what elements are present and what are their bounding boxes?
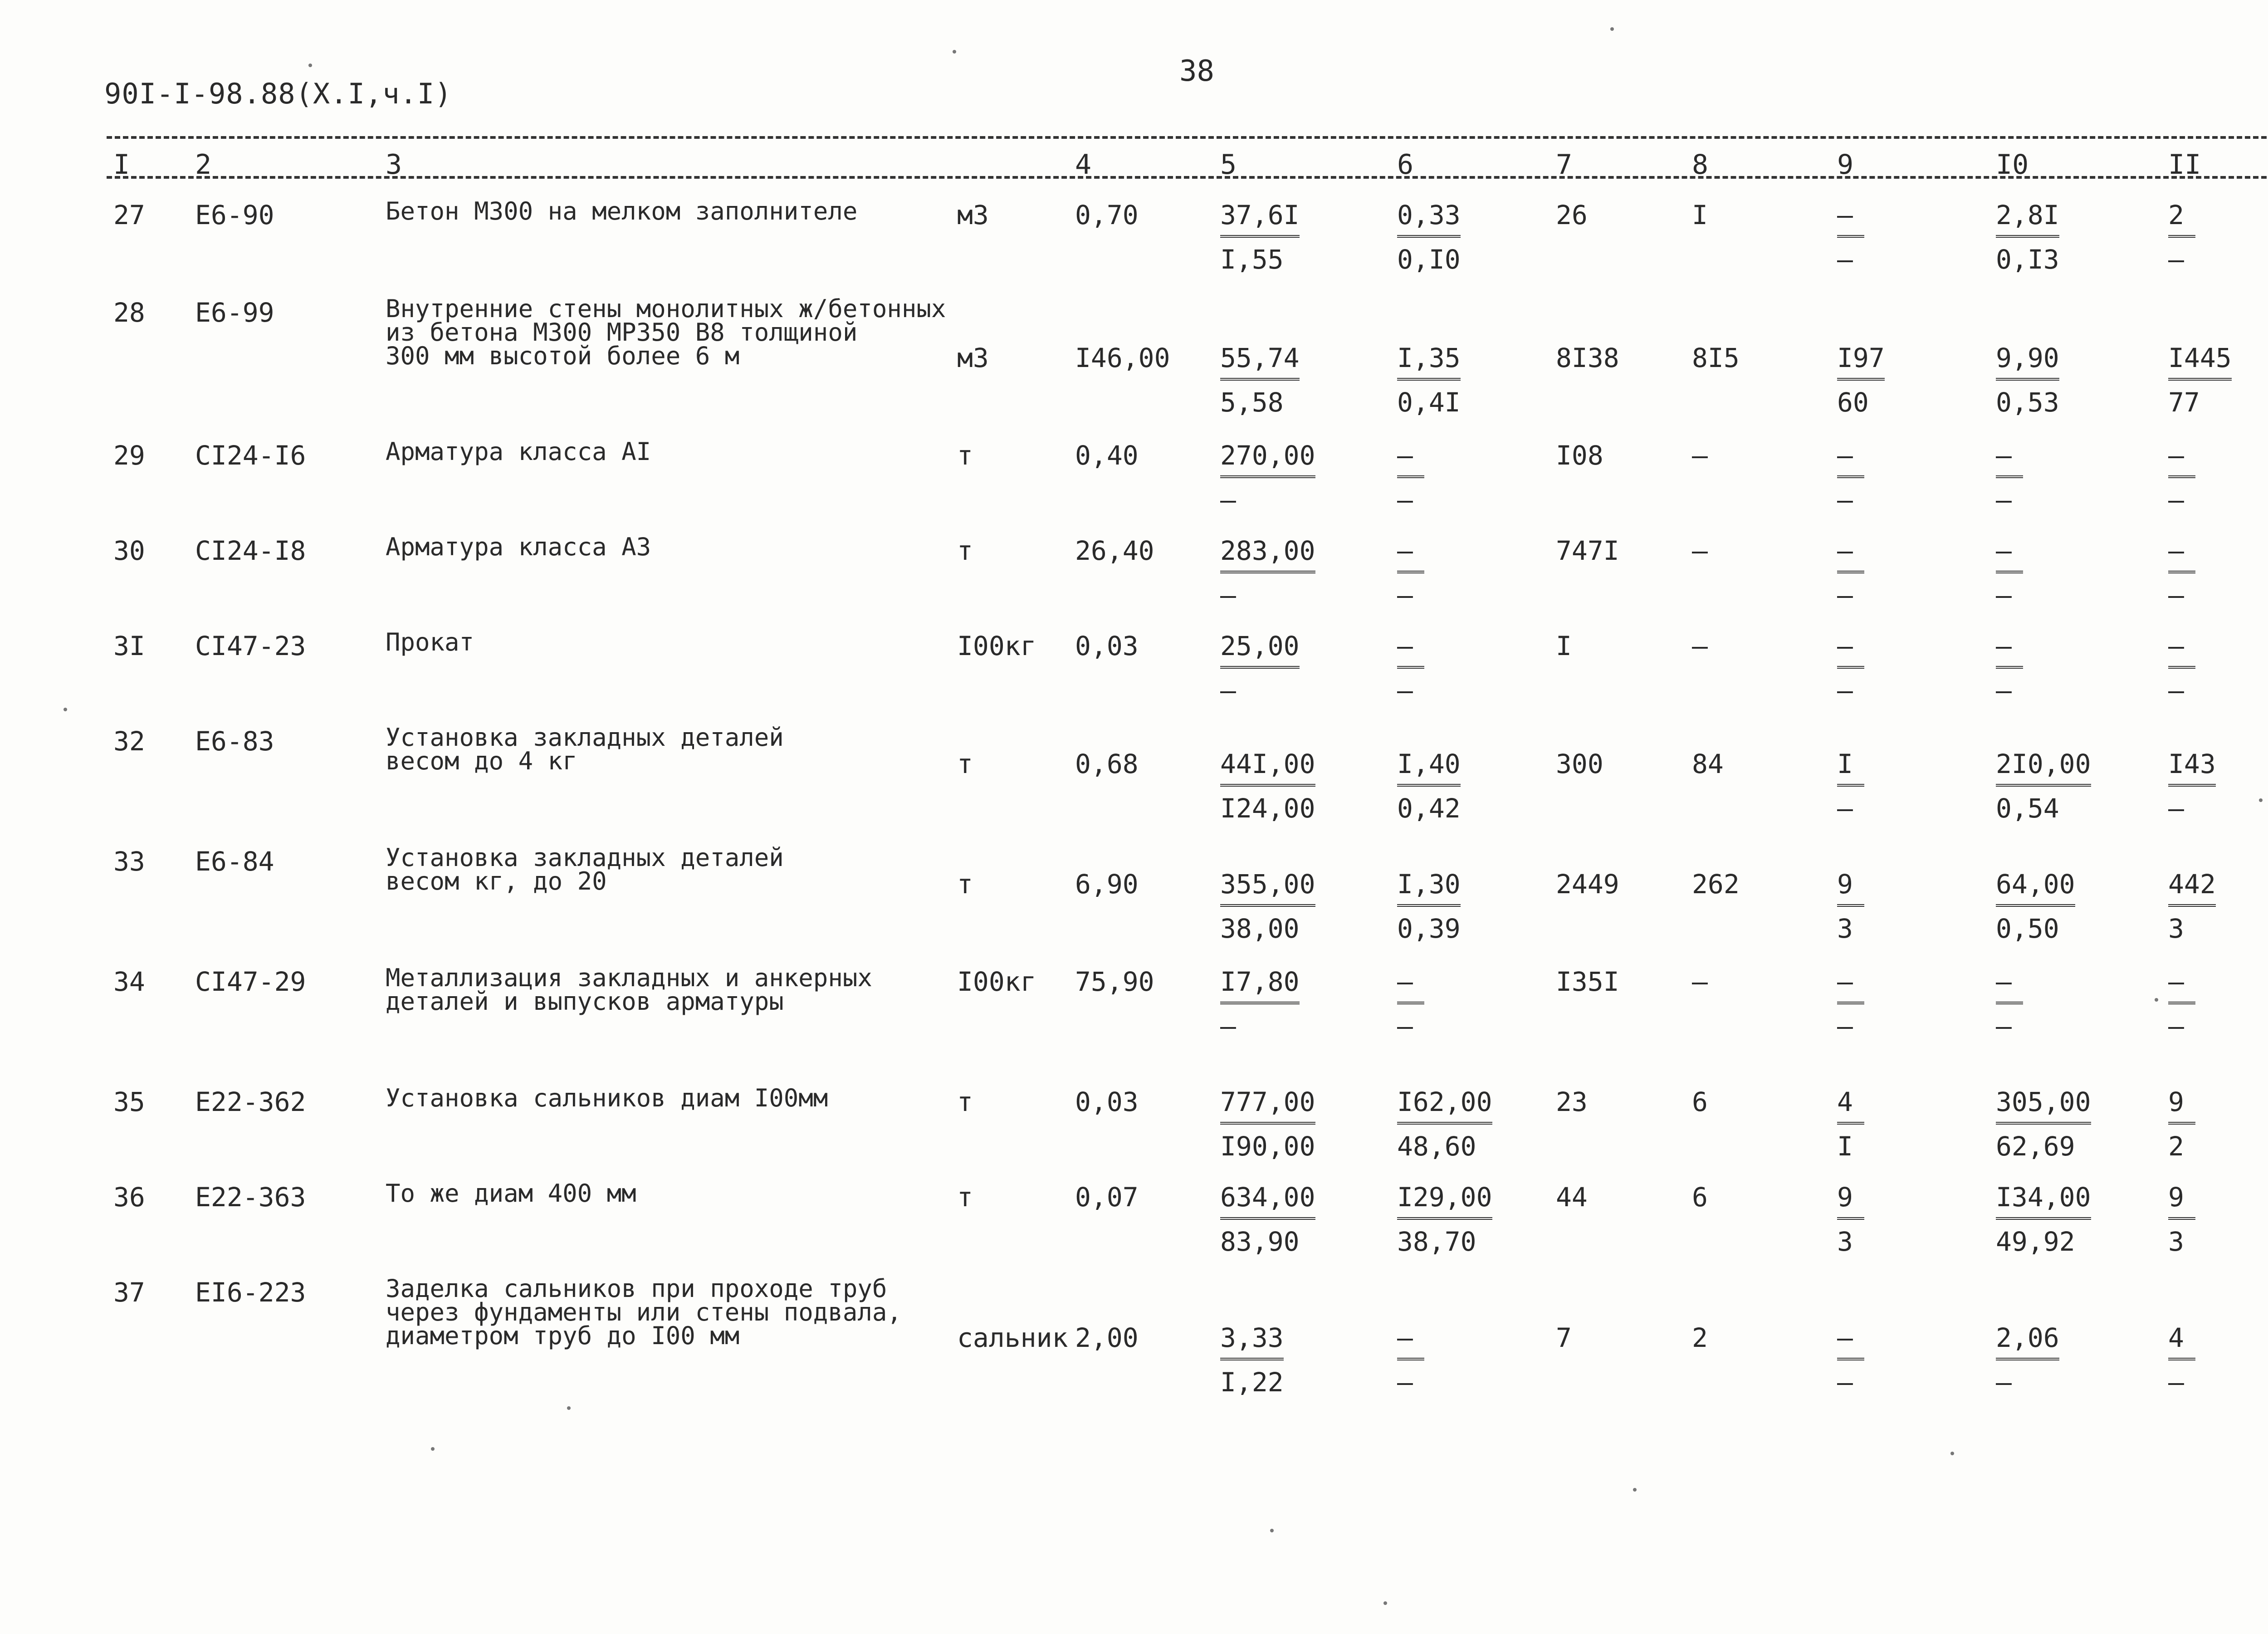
col-7-value: I35I	[1556, 966, 1619, 997]
fraction-numerator: I	[1837, 749, 1864, 787]
fraction-denominator: 2	[2168, 1131, 2184, 1162]
quantity: 75,90	[1075, 966, 1154, 997]
fraction-numerator: –	[2168, 535, 2195, 573]
fraction-c9	[1837, 1322, 1864, 1398]
fraction-numerator: –	[1837, 200, 1864, 238]
fraction-numerator: 2I0,00	[1996, 749, 2091, 787]
col-7-value: 8I38	[1556, 342, 1619, 373]
fraction-c11	[2168, 749, 2216, 824]
fraction-denominator: 38,70	[1397, 1226, 1476, 1257]
col-7-value: I08	[1556, 440, 1603, 471]
fraction-c9	[1837, 1086, 1864, 1162]
fraction-denominator: –	[1837, 484, 1853, 515]
fraction-numerator: 3,33	[1220, 1322, 1284, 1360]
fraction-denominator: –	[1220, 580, 1236, 611]
quantity: 0,03	[1075, 1086, 1139, 1117]
fraction-numerator: I43	[2168, 749, 2216, 787]
fraction-numerator: –	[1837, 440, 1864, 478]
fraction-denominator: 77	[2168, 387, 2200, 418]
document-code: 90I-I-98.88(X.I,ч.I)	[104, 77, 452, 110]
fraction-c5	[1220, 440, 1315, 515]
fraction-c5	[1220, 1322, 1284, 1398]
unit: м3	[957, 200, 989, 230]
fraction-c6	[1397, 869, 1461, 944]
fraction-numerator: –	[2168, 440, 2195, 478]
fraction-c9	[1837, 200, 1864, 275]
fraction-denominator: –	[1220, 1011, 1236, 1042]
fraction-denominator: –	[1837, 675, 1853, 706]
column-header-2: 2	[195, 149, 212, 181]
col-7-value: 26	[1556, 200, 1588, 230]
fraction-numerator: –	[1397, 535, 1424, 573]
column-header-7: 7	[1556, 149, 1573, 181]
fraction-denominator: 0,I0	[1397, 244, 1461, 275]
row-number: 27	[113, 200, 145, 230]
fraction-numerator: 9,90	[1996, 342, 2059, 381]
fraction-denominator: –	[2168, 580, 2184, 611]
fraction-denominator: 0,42	[1397, 793, 1461, 824]
column-header-4: 4	[1075, 149, 1092, 181]
fraction-c11	[2168, 631, 2195, 706]
fraction-denominator: 62,69	[1996, 1131, 2075, 1162]
fraction-c10	[1996, 1182, 2091, 1257]
fraction-denominator: –	[1996, 484, 2012, 515]
fraction-c6	[1397, 631, 1424, 706]
fraction-denominator: –	[1397, 675, 1413, 706]
fraction-denominator: I	[1837, 1131, 1853, 1162]
fraction-c6	[1397, 1086, 1492, 1162]
fraction-numerator: 270,00	[1220, 440, 1315, 478]
rate-code: Е6-84	[195, 846, 274, 877]
rate-code: Е22-363	[195, 1182, 306, 1213]
fraction-c10	[1996, 869, 2075, 944]
fraction-denominator: 0,53	[1996, 387, 2059, 418]
fraction-denominator: I,22	[1220, 1367, 1284, 1398]
fraction-numerator: I34,00	[1996, 1182, 2091, 1220]
fraction-numerator: 777,00	[1220, 1086, 1315, 1125]
col-8-value: –	[1692, 440, 1708, 471]
fraction-c6	[1397, 440, 1424, 515]
rate-code: Е6-83	[195, 726, 274, 757]
fraction-numerator: 4	[1837, 1086, 1864, 1125]
rate-code: СI24-I8	[195, 535, 306, 566]
work-description: Бетон М300 на мелком заполнителе	[386, 197, 858, 225]
unit: т	[957, 1086, 973, 1117]
fraction-numerator: I29,00	[1397, 1182, 1492, 1220]
fraction-denominator: –	[1837, 244, 1853, 275]
fraction-c6	[1397, 749, 1461, 824]
fraction-denominator: –	[1996, 1367, 2012, 1398]
fraction-c5	[1220, 342, 1300, 418]
fraction-c9	[1837, 535, 1864, 611]
fraction-c10	[1996, 631, 2023, 706]
fraction-denominator: –	[1397, 1011, 1413, 1042]
unit: т	[957, 869, 973, 900]
fraction-denominator: –	[2168, 484, 2184, 515]
fraction-c6	[1397, 1182, 1492, 1257]
fraction-numerator: –	[1996, 966, 2023, 1004]
row-number: 33	[113, 846, 145, 877]
fraction-denominator: –	[1837, 793, 1853, 824]
fraction-numerator: I,35	[1397, 342, 1461, 381]
fraction-numerator: 44I,00	[1220, 749, 1315, 787]
column-header-1: I	[113, 149, 130, 181]
fraction-denominator: I,55	[1220, 244, 1284, 275]
fraction-numerator: I97	[1837, 342, 1885, 381]
unit: I00кг	[957, 631, 1036, 661]
col-7-value: 747I	[1556, 535, 1619, 566]
fraction-numerator: 37,6I	[1220, 200, 1300, 238]
fraction-denominator: –	[1220, 484, 1236, 515]
quantity: 0,07	[1075, 1182, 1139, 1213]
fraction-c11	[2168, 1086, 2195, 1162]
fraction-denominator: –	[2168, 1011, 2184, 1042]
fraction-numerator: –	[1996, 631, 2023, 669]
fraction-denominator: –	[1996, 1011, 2012, 1042]
fraction-denominator: –	[1996, 580, 2012, 611]
fraction-c9	[1837, 1182, 1864, 1257]
fraction-c6	[1397, 535, 1424, 611]
fraction-c6	[1397, 1322, 1424, 1398]
unit: т	[957, 440, 973, 471]
fraction-numerator: 2	[2168, 200, 2195, 238]
fraction-c5	[1220, 200, 1300, 275]
column-header-9: 9	[1837, 149, 1854, 181]
fraction-numerator: –	[1996, 535, 2023, 573]
fraction-denominator: –	[2168, 1367, 2184, 1398]
fraction-c9	[1837, 966, 1864, 1042]
fraction-c5	[1220, 966, 1300, 1042]
unit: I00кг	[957, 966, 1036, 997]
fraction-denominator: 3	[2168, 913, 2184, 944]
row-number: 37	[113, 1277, 145, 1308]
column-header-3: 3	[386, 149, 402, 181]
fraction-denominator: 0,54	[1996, 793, 2059, 824]
work-description: Прокат	[386, 628, 474, 656]
col-8-value: 6	[1692, 1086, 1708, 1117]
row-number: 36	[113, 1182, 145, 1213]
fraction-c6	[1397, 200, 1461, 275]
quantity: 0,40	[1075, 440, 1139, 471]
column-header-5: 5	[1220, 149, 1237, 181]
work-description: Арматура класса АI	[386, 437, 651, 466]
fraction-denominator: –	[1397, 1367, 1413, 1398]
rate-code: СI47-29	[195, 966, 306, 997]
work-description: Металлизация закладных и анкерных деталей и выпусков арматуры	[386, 964, 872, 1016]
rate-code: Е6-99	[195, 297, 274, 328]
col-8-value: –	[1692, 966, 1708, 997]
row-number: 28	[113, 297, 145, 328]
unit: т	[957, 1182, 973, 1213]
unit: т	[957, 535, 973, 566]
column-header-11: II	[2168, 149, 2201, 181]
fraction-numerator: I,40	[1397, 749, 1461, 787]
col-7-value: 7	[1556, 1322, 1572, 1353]
fraction-c10	[1996, 1322, 2059, 1398]
fraction-numerator: 305,00	[1996, 1086, 2091, 1125]
col-8-value: 6	[1692, 1182, 1708, 1213]
fraction-c5	[1220, 631, 1300, 706]
fraction-numerator: –	[2168, 966, 2195, 1004]
col-8-value: 2	[1692, 1322, 1708, 1353]
fraction-numerator: 55,74	[1220, 342, 1300, 381]
fraction-numerator: 9	[2168, 1086, 2195, 1125]
col-7-value: 2449	[1556, 869, 1619, 900]
unit: сальник	[957, 1322, 1068, 1353]
fraction-denominator: –	[2168, 793, 2184, 824]
quantity: 2,00	[1075, 1322, 1139, 1353]
row-number: 35	[113, 1086, 145, 1117]
column-header-8: 8	[1692, 149, 1709, 181]
fraction-c10	[1996, 535, 2023, 611]
fraction-c5	[1220, 749, 1315, 824]
row-number: 3I	[113, 631, 145, 661]
fraction-c11	[2168, 869, 2216, 944]
fraction-numerator: I62,00	[1397, 1086, 1492, 1125]
fraction-numerator: 2,8I	[1996, 200, 2059, 238]
fraction-numerator: –	[2168, 631, 2195, 669]
fraction-c5	[1220, 1086, 1315, 1162]
fraction-c10	[1996, 1086, 2091, 1162]
work-description: Внутренние стены монолитных ж/бетонных из бетона М300 МР350 В8 толщиной 300 мм высотой более 6 м	[386, 294, 946, 370]
fraction-numerator: 283,00	[1220, 535, 1315, 573]
fraction-c9	[1837, 631, 1864, 706]
fraction-numerator: –	[1837, 631, 1864, 669]
quantity: 0,70	[1075, 200, 1139, 230]
fraction-denominator: –	[1837, 1367, 1853, 1398]
fraction-c5	[1220, 869, 1315, 944]
col-7-value: 23	[1556, 1086, 1588, 1117]
row-number: 32	[113, 726, 145, 757]
quantity: 0,68	[1075, 749, 1139, 779]
rate-code: Е22-362	[195, 1086, 306, 1117]
fraction-denominator: I90,00	[1220, 1131, 1315, 1162]
unit: м3	[957, 342, 989, 373]
header-bottom-rule	[107, 176, 2268, 179]
fraction-numerator: 2,06	[1996, 1322, 2059, 1360]
fraction-c9	[1837, 749, 1864, 824]
fraction-denominator: 5,58	[1220, 387, 1284, 418]
fraction-numerator: –	[1397, 631, 1424, 669]
quantity: 0,03	[1075, 631, 1139, 661]
rate-code: Е6-90	[195, 200, 274, 230]
fraction-denominator: –	[1397, 484, 1413, 515]
fraction-numerator: –	[1837, 535, 1864, 573]
fraction-c10	[1996, 200, 2059, 275]
quantity: 6,90	[1075, 869, 1139, 900]
fraction-numerator: 442	[2168, 869, 2216, 907]
fraction-c11	[2168, 1182, 2195, 1257]
fraction-numerator: 634,00	[1220, 1182, 1315, 1220]
col-7-value: 300	[1556, 749, 1603, 779]
fraction-denominator: –	[2168, 675, 2184, 706]
rate-code: ЕI6-223	[195, 1277, 306, 1308]
column-header-6: 6	[1397, 149, 1414, 181]
fraction-numerator: 64,00	[1996, 869, 2075, 907]
fraction-denominator: –	[1996, 675, 2012, 706]
unit: т	[957, 749, 973, 779]
fraction-numerator: 25,00	[1220, 631, 1300, 669]
fraction-c5	[1220, 1182, 1315, 1257]
fraction-c11	[2168, 966, 2195, 1042]
col-8-value: –	[1692, 631, 1708, 661]
work-description: То же диам 400 мм	[386, 1179, 636, 1208]
fraction-numerator: –	[1837, 966, 1864, 1004]
fraction-denominator: 0,I3	[1996, 244, 2059, 275]
fraction-c6	[1397, 342, 1461, 418]
fraction-denominator: I24,00	[1220, 793, 1315, 824]
work-description: Заделка сальников при проходе труб через фундаменты или стены подвала, диаметром труб до I00 мм	[386, 1274, 902, 1350]
column-header-10: I0	[1996, 149, 2029, 181]
fraction-numerator: –	[1397, 440, 1424, 478]
col-8-value: –	[1692, 535, 1708, 566]
fraction-numerator: –	[1837, 1322, 1864, 1360]
work-description: Установка сальников диам I00мм	[386, 1084, 828, 1112]
fraction-numerator: I7,80	[1220, 966, 1300, 1004]
fraction-c11	[2168, 200, 2195, 275]
fraction-denominator: 0,4I	[1397, 387, 1461, 418]
fraction-denominator: 60	[1837, 387, 1869, 418]
fraction-denominator: –	[2168, 244, 2184, 275]
fraction-denominator: 49,92	[1996, 1226, 2075, 1257]
fraction-c9	[1837, 342, 1885, 418]
fraction-c6	[1397, 966, 1424, 1042]
row-number: 29	[113, 440, 145, 471]
rate-code: СI47-23	[195, 631, 306, 661]
quantity: 26,40	[1075, 535, 1154, 566]
fraction-numerator: I445	[2168, 342, 2232, 381]
work-description: Установка закладных деталей весом до 4 кг	[386, 723, 784, 775]
fraction-c11	[2168, 440, 2195, 515]
fraction-numerator: –	[1397, 966, 1424, 1004]
col-8-value: 262	[1692, 869, 1740, 900]
fraction-denominator: –	[1837, 1011, 1853, 1042]
header-top-rule	[107, 136, 2268, 139]
fraction-c5	[1220, 535, 1315, 611]
fraction-c9	[1837, 440, 1864, 515]
fraction-c10	[1996, 342, 2059, 418]
fraction-numerator: 9	[1837, 869, 1864, 907]
col-8-value: 8I5	[1692, 342, 1740, 373]
fraction-numerator: –	[1996, 440, 2023, 478]
fraction-denominator: –	[1837, 580, 1853, 611]
fraction-c10	[1996, 966, 2023, 1042]
row-number: 34	[113, 966, 145, 997]
page-number: 38	[1179, 54, 1215, 88]
fraction-denominator: 0,50	[1996, 913, 2059, 944]
col-8-value: 84	[1692, 749, 1724, 779]
fraction-numerator: 9	[1837, 1182, 1864, 1220]
fraction-c11	[2168, 342, 2232, 418]
work-description: Установка закладных деталей весом кг, до 20	[386, 843, 784, 895]
fraction-numerator: 355,00	[1220, 869, 1315, 907]
fraction-numerator: –	[1397, 1322, 1424, 1360]
fraction-c11	[2168, 1322, 2195, 1398]
fraction-denominator: 38,00	[1220, 913, 1300, 944]
fraction-numerator: 9	[2168, 1182, 2195, 1220]
rate-code: СI24-I6	[195, 440, 306, 471]
fraction-denominator: 3	[1837, 913, 1853, 944]
fraction-denominator: 3	[2168, 1226, 2184, 1257]
fraction-denominator: 83,90	[1220, 1226, 1300, 1257]
fraction-numerator: I,30	[1397, 869, 1461, 907]
col-7-value: 44	[1556, 1182, 1588, 1213]
fraction-numerator: 4	[2168, 1322, 2195, 1360]
row-number: 30	[113, 535, 145, 566]
fraction-denominator: 0,39	[1397, 913, 1461, 944]
fraction-c11	[2168, 535, 2195, 611]
fraction-c10	[1996, 749, 2091, 824]
col-7-value: I	[1556, 631, 1572, 661]
fraction-c10	[1996, 440, 2023, 515]
fraction-numerator: 0,33	[1397, 200, 1461, 238]
fraction-denominator: 48,60	[1397, 1131, 1476, 1162]
fraction-denominator: 3	[1837, 1226, 1853, 1257]
quantity: I46,00	[1075, 342, 1170, 373]
fraction-denominator: –	[1220, 675, 1236, 706]
col-8-value: I	[1692, 200, 1708, 230]
work-description: Арматура класса А3	[386, 533, 651, 561]
fraction-denominator: –	[1397, 580, 1413, 611]
fraction-c9	[1837, 869, 1864, 944]
